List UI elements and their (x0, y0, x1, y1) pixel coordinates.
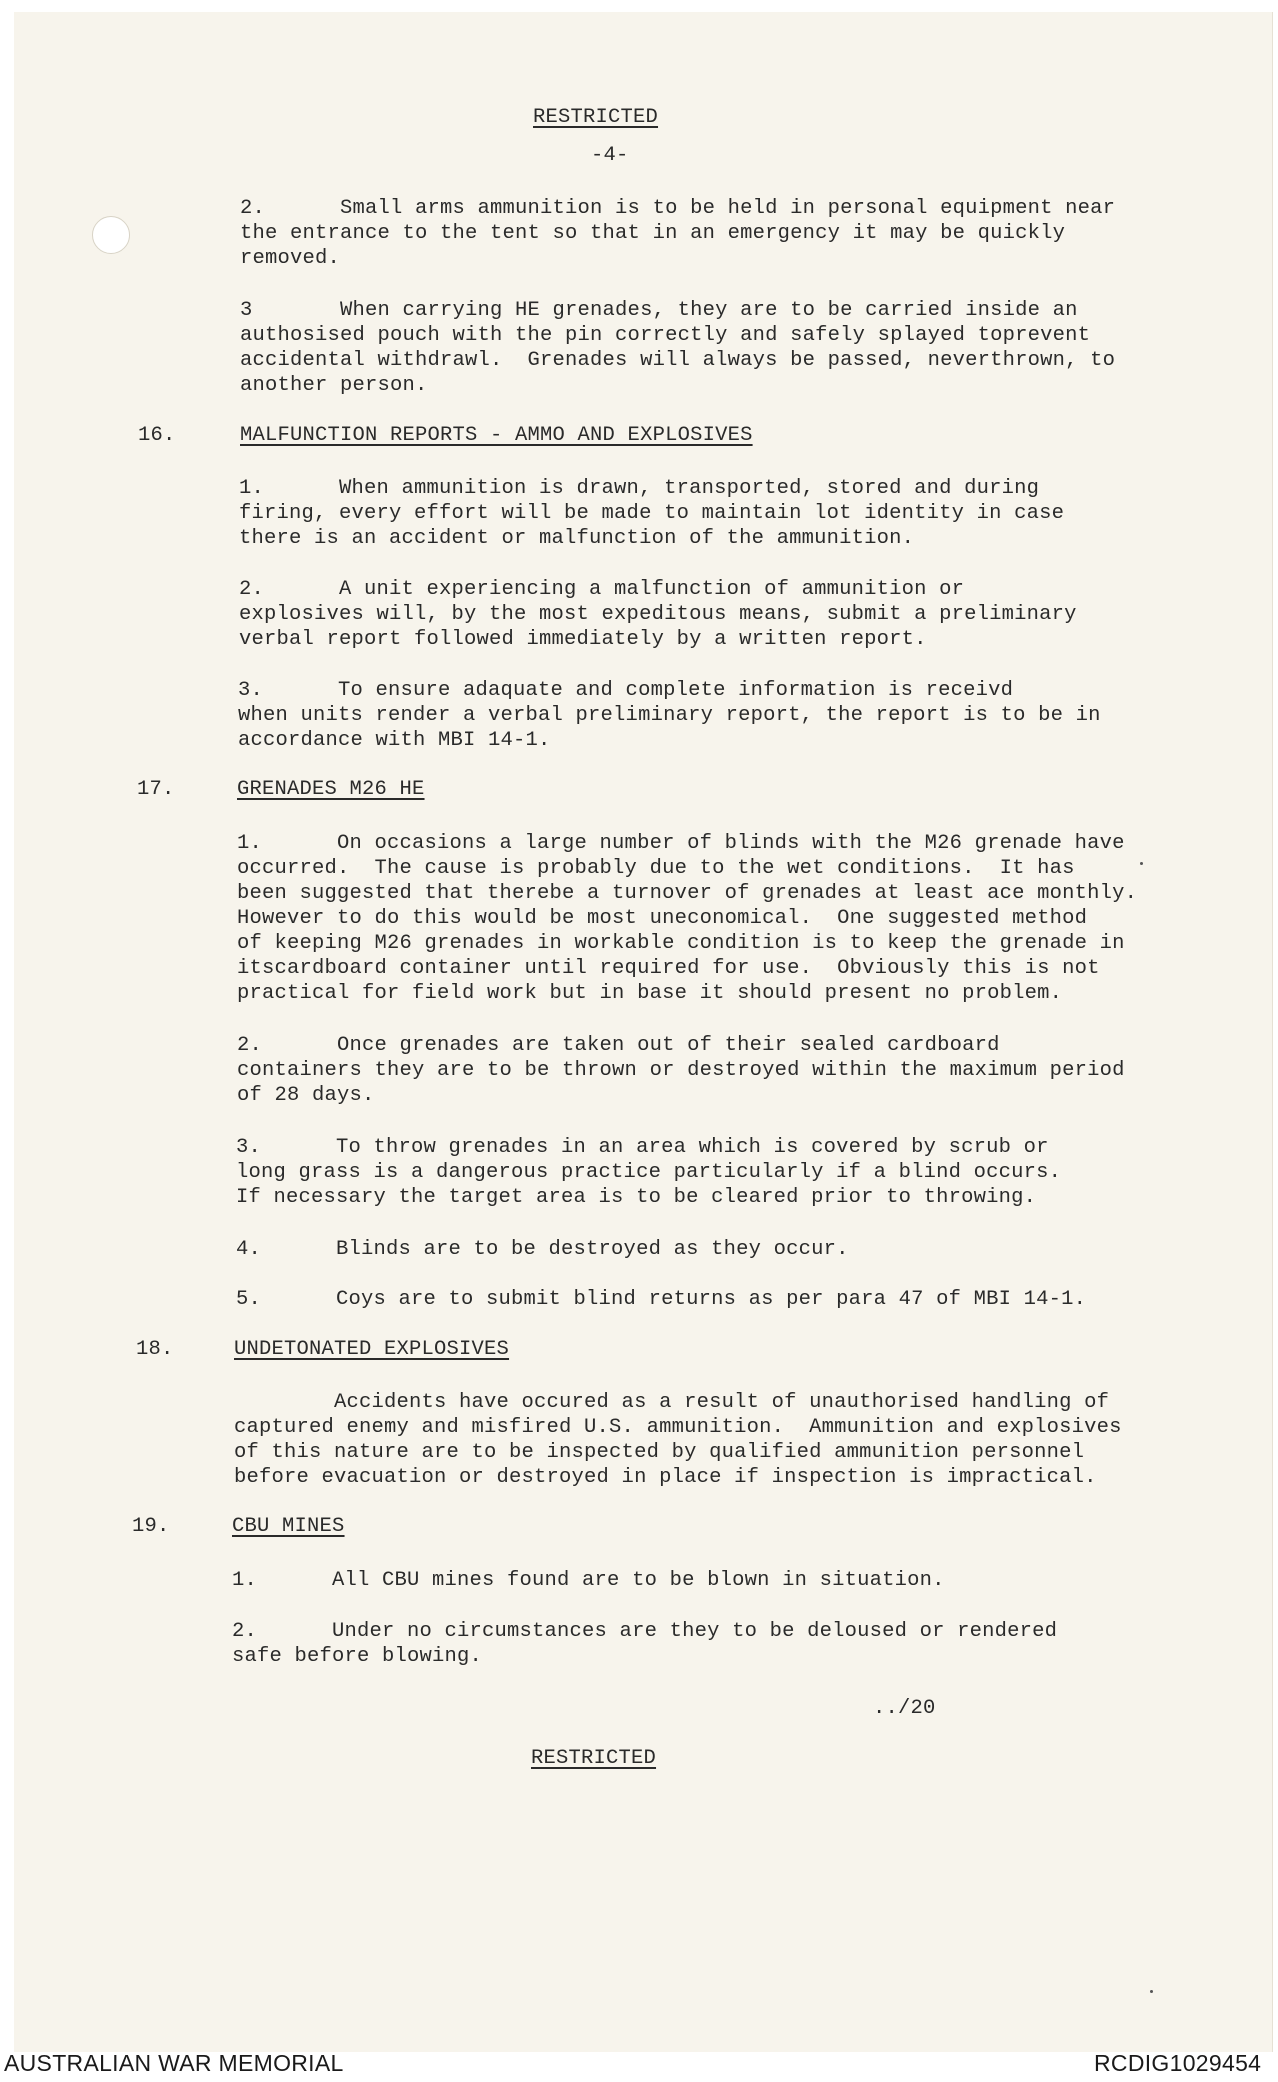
archive-id: RCDIG1029454 (1094, 2050, 1262, 2076)
sec18-para-line-4: before evacuation or destroyed in place if inspection is impractical. (234, 1466, 1097, 1489)
sec17-para-1-line-2: occurred. The cause is probably due to the wet conditions. It has (237, 857, 1075, 880)
sec19-para-2-line-1: 2. Under no circumstances are they to be deloused or rendered (232, 1620, 1058, 1643)
section-19-number: 19. (132, 1515, 170, 1538)
paper-speck (1150, 1990, 1153, 1993)
intro-para-3-line-3: accidental withdrawl. Grenades will always be passed, neverthrown, to (240, 349, 1116, 372)
sec16-para-3-line-3: accordance with MBI 14-1. (238, 729, 551, 752)
sec17-para-1-line-3: been suggested that therebe a turnover of grenades at least ace monthly. (237, 882, 1138, 905)
section-18-number: 18. (136, 1338, 174, 1361)
section-18-heading: UNDETONATED EXPLOSIVES (234, 1338, 510, 1361)
page-number: -4- (591, 144, 629, 167)
sec19-para-1: 1. All CBU mines found are to be blown in situation. (232, 1569, 945, 1592)
sec17-para-1-line-7: practical for field work but in base it should present no problem. (237, 982, 1063, 1005)
section-19-heading: CBU MINES (232, 1515, 345, 1538)
sec17-para-2-line-2: containers they are to be thrown or destroyed within the maximum period (237, 1059, 1125, 1082)
sec16-para-3-line-2: when units render a verbal preliminary report, the report is to be in (238, 704, 1101, 727)
intro-para-3-line-4: another person. (240, 374, 428, 397)
sec16-para-1-line-1: 1. When ammunition is drawn, transported, stored and during (239, 477, 1040, 500)
classification-footer: RESTRICTED (531, 1747, 657, 1770)
intro-para-3-line-1: 3 When carrying HE grenades, they are to be carried inside an (240, 299, 1078, 322)
sec16-para-2-line-1: 2. A unit experiencing a malfunction of ammunition or (239, 578, 965, 601)
sec16-para-3-line-1: 3. To ensure adaquate and complete information is receivd (238, 679, 1014, 702)
sec17-para-3-line-2: long grass is a dangerous practice particularly if a blind occurs. (236, 1161, 1062, 1184)
intro-para-2-line-1: 2. Small arms ammunition is to be held in personal equipment near (240, 197, 1116, 220)
sec17-para-3-line-1: 3. To throw grenades in an area which is covered by scrub or (236, 1136, 1049, 1159)
sec16-para-1-line-2: firing, every effort will be made to maintain lot identity in case (239, 502, 1065, 525)
archive-credit: AUSTRALIAN WAR MEMORIAL (4, 2050, 344, 2076)
punch-hole (92, 216, 130, 254)
sec18-para-line-2: captured enemy and misfired U.S. ammunition. Ammunition and explosives (234, 1416, 1122, 1439)
continuation-marker: ../20 (873, 1697, 936, 1720)
intro-para-3-line-2: authosised pouch with the pin correctly and safely splayed toprevent (240, 324, 1091, 347)
section-17-heading: GRENADES M26 HE (237, 778, 425, 801)
intro-para-2-line-3: removed. (240, 247, 341, 270)
sec17-para-3-line-3: If necessary the target area is to be cleared prior to throwing. (236, 1186, 1037, 1209)
sec16-para-1-line-3: there is an accident or malfunction of the ammunition. (239, 527, 915, 550)
sec17-para-4: 4. Blinds are to be destroyed as they occur. (236, 1238, 849, 1261)
section-17-number: 17. (137, 778, 175, 801)
sec17-para-2-line-3: of 28 days. (237, 1084, 375, 1107)
intro-para-2-line-2: the entrance to the tent so that in an emergency it may be quickly (240, 222, 1066, 245)
sec16-para-2-line-3: verbal report followed immediately by a written report. (239, 628, 927, 651)
sec19-para-2-line-2: safe before blowing. (232, 1645, 483, 1668)
section-16-number: 16. (138, 424, 176, 447)
sec17-para-5: 5. Coys are to submit blind returns as per para 47 of MBI 14-1. (236, 1288, 1087, 1311)
sec17-para-1-line-4: However to do this would be most uneconomical. One suggested method (237, 907, 1088, 930)
sec17-para-1-line-1: 1. On occasions a large number of blinds with the M26 grenade have (237, 832, 1125, 855)
sec17-para-1-line-5: of keeping M26 grenades in workable condition is to keep the grenade in (237, 932, 1125, 955)
classification-header: RESTRICTED (533, 106, 659, 129)
sec16-para-2-line-2: explosives will, by the most expeditous means, submit a preliminary (239, 603, 1077, 626)
sec17-para-1-line-6: itscardboard container until required for use. Obviously this is not (237, 957, 1100, 980)
sec18-para-line-3: of this nature are to be inspected by qualified ammunition personnel (234, 1441, 1085, 1464)
sec18-para-line-1: Accidents have occured as a result of unauthorised handling of (234, 1391, 1110, 1414)
paper-speck (1140, 862, 1143, 865)
section-16-heading: MALFUNCTION REPORTS - AMMO AND EXPLOSIVES (240, 424, 753, 447)
sec17-para-2-line-1: 2. Once grenades are taken out of their sealed cardboard (237, 1034, 1000, 1057)
